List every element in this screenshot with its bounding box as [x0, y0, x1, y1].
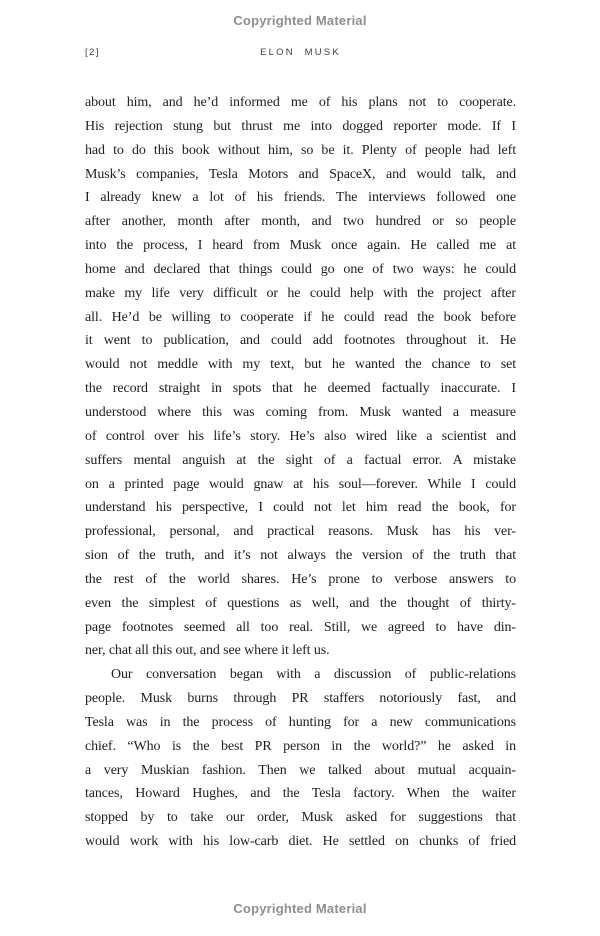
text-line: suffers mental anguish at the sight of a factual error. A mistake — [85, 452, 516, 468]
text-line: understand his perspective, I could not let him read the book, for — [85, 500, 516, 516]
text-line: even the simplest of questions as well, and the thought of thirty- — [85, 595, 516, 611]
text-line: had to do this book without him, so be it. Plenty of people had left — [85, 142, 516, 158]
text-line: Musk’s companies, Tesla Motors and SpaceX, and would talk, and — [85, 166, 516, 182]
text-line: all. He’d be willing to cooperate if he could read the book before — [85, 309, 516, 325]
copyright-notice-top: Copyrighted Material — [233, 13, 367, 28]
text-line: page footnotes seemed all too real. Still, we agreed to have din- — [85, 619, 516, 635]
text-line: the record straight in spots that he deemed factually inaccurate. I — [85, 381, 516, 397]
text-line: it went to publication, and could add footnotes throughout it. He — [85, 333, 516, 349]
text-line: Tesla was in the process of hunting for a new communications — [85, 714, 516, 730]
text-line: into the process, I heard from Musk once again. He called me at — [85, 238, 516, 254]
text-line: after another, month after month, and two hundred or so people — [85, 214, 516, 230]
text-line: make my life very difficult or he could help with the project after — [85, 285, 516, 301]
text-line: home and declared that things could go one of two ways: he could — [85, 261, 516, 277]
text-line: the rest of the world shares. He’s prone to verbose answers to — [85, 571, 516, 587]
text-line: of control over his life’s story. He’s also wired like a scientist and — [85, 428, 516, 444]
text-line: ner, chat all this out, and see where it left us. — [85, 643, 330, 659]
text-line: Our conversation began with a discussion of public-relations — [111, 667, 516, 683]
page-header — [85, 47, 516, 61]
text-line: people. Musk burns through PR staffers notoriously fast, and — [85, 691, 516, 707]
text-line: on a printed page would gnaw at his soul—forever. While I could — [85, 476, 516, 492]
text-line: chief. “Who is the best PR person in the world?” he asked in — [85, 738, 516, 754]
text-line: would not meddle with my text, but he wanted the chance to set — [85, 357, 516, 373]
text-line: about him, and he’d informed me of his plans not to cooperate. — [85, 95, 516, 110]
copyright-notice-bottom: Copyrighted Material — [233, 901, 367, 916]
paragraph — [85, 91, 516, 663]
text-line: a very Muskian fashion. Then we talked about mutual acquain- — [85, 762, 516, 778]
running-head: ELON MUSK — [260, 47, 341, 58]
text-line: would work with his low-carb diet. He settled on chunks of fried — [85, 834, 516, 850]
text-line: tances, Howard Hughes, and the Tesla factory. When the waiter — [85, 786, 516, 802]
text-line: understood where this was coming from. Musk wanted a measure — [85, 404, 516, 420]
body-text — [85, 91, 516, 857]
text-line: sion of the truth, and it’s not always the version of the truth that — [85, 548, 516, 564]
text-line: professional, personal, and practical reasons. Musk has his ver- — [85, 524, 516, 540]
text-line: His rejection stung but thrust me into dogged reporter mode. If I — [85, 118, 516, 134]
page-number: [2] — [85, 47, 101, 58]
text-line: I already knew a lot of his friends. The interviews followed one — [85, 190, 516, 206]
text-line: stopped by to take our order, Musk asked for suggestions that — [85, 810, 516, 826]
paragraph — [85, 663, 516, 854]
